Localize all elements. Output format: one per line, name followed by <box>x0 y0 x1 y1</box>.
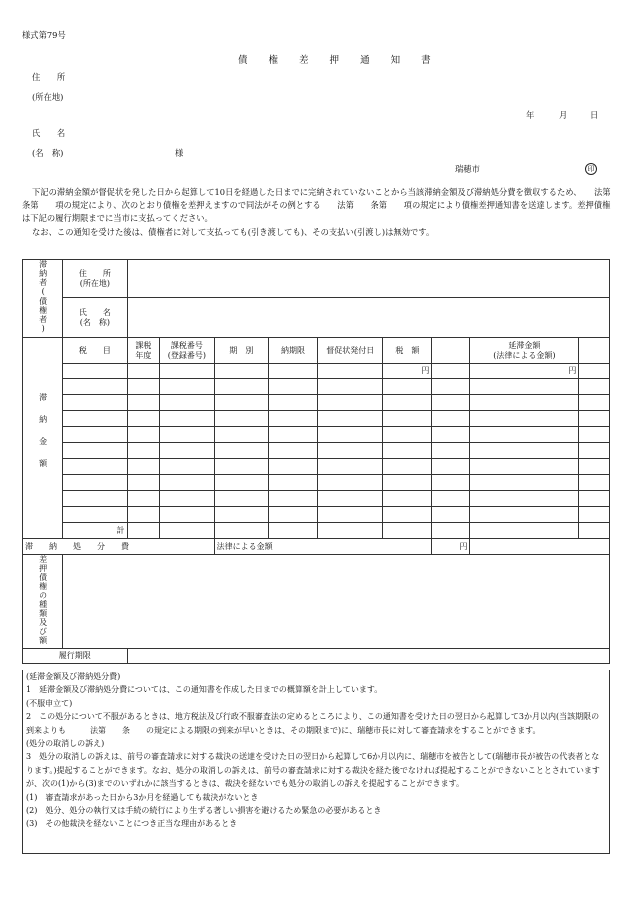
note-item-1: 1 延滞金額及び滞納処分費については、この通知書を作成した日までの概算額を計上しています。 <box>26 685 383 695</box>
date-year: 年 <box>526 110 535 120</box>
form-number: 様式第79号 <box>22 30 66 40</box>
late-yen-unit: 円 <box>470 364 579 379</box>
processing-fee-legal: 法律による金額 <box>214 539 432 555</box>
intro-paragraph: 下記の滞納金額が督促状を発した日から起算して10日を経過した日までに完納されていないことから当該滞納金額及び滞納処分費を徴収するため、 法第 条第 項の規定により、次のとおり債権を差押えますので同法がその例とする 法第 条第 項の規定により債権差押通知書を送達します。差押債権は下記の履行期限までに当市に支払ってください。 <box>22 187 628 223</box>
table-location-label: (所在地) <box>79 278 111 288</box>
address-value <box>127 260 609 298</box>
issuer-name: 瑞穂市 <box>455 164 480 174</box>
col-tax-number-line2: (登録番号) <box>167 350 207 360</box>
seized-claim-label-cell <box>23 555 63 649</box>
total-label: 計 <box>63 523 127 539</box>
processing-fee-yen: 円 <box>432 539 470 555</box>
entity-label: (名 称) <box>32 148 64 158</box>
note-heading-late: (延滞金額及び滞納処分費) <box>26 672 121 681</box>
table-entity-label: (名 称) <box>79 317 111 327</box>
note-sub-3: (3) その他裁決を経ないことにつき正当な理由があるとき <box>26 819 238 829</box>
col-period: 期 別 <box>214 338 268 364</box>
col-tax-year-line2: 年度 <box>135 350 152 360</box>
table-address-label: 住 所 <box>78 268 111 278</box>
note-item-3: 3 処分の取消しの訴えは、前号の審査請求に対する裁決の送達を受けた日の翌日から起算して6か月以内に、瑞穂市を被告として(瑞穂市長が被告の代表者となります。)提起することができます。なお、処分の取消しの訴えは、前号の審査請求に対する裁決を経た後でなければ提起することができないこととされていますが、次の(1)から(3)までのいずれかに該当するときは、裁決を経ないでも処分の取消しの訴えを提起することができます。 <box>26 752 600 789</box>
col-tax-year <box>127 338 160 364</box>
address-label: 住 所 <box>32 72 66 82</box>
col-reminder-date: 督促状発付日 <box>318 338 383 364</box>
seized-claim-value <box>63 555 610 649</box>
document-title: 債 権 差 押 通 知 書 <box>238 55 440 66</box>
honorific: 様 <box>175 148 184 158</box>
arrears-label: 滞納金額 <box>38 392 48 481</box>
arrears-label-cell <box>23 338 63 539</box>
taxpayer-label: 滞納者(債権者) <box>38 260 48 334</box>
name-value <box>127 298 609 338</box>
deadline-value <box>127 649 609 664</box>
seal-mark: 印 <box>585 163 597 175</box>
taxpayer-label-cell <box>23 260 63 338</box>
date-month: 月 <box>559 110 568 120</box>
date-day: 日 <box>590 110 599 120</box>
location-label: (所在地) <box>32 92 64 102</box>
deadline-label: 履行期限 <box>23 649 128 664</box>
col-tax-amount: 税 額 <box>383 338 432 364</box>
col-tax-year-line1: 課税 <box>135 340 152 350</box>
col-tax-number <box>160 338 214 364</box>
col-late-fee-line1: 延滞金額 <box>508 340 541 350</box>
name-label-cell <box>63 298 127 338</box>
note-sub-2: (2) 処分、処分の執行又は手続の続行により生ずる著しい損害を避けるため緊急の必要があるとき <box>26 806 382 816</box>
amount-yen-unit: 円 <box>383 364 432 379</box>
note-heading-appeal: (不服申立て) <box>26 698 73 708</box>
note-sub-1: (1) 審査請求があった日から3か月を経過しても裁決がないとき <box>26 792 259 802</box>
arrears-table <box>22 259 610 664</box>
intro-notice: なお、この通知を受けた後は、債権者に対して支払っても(引き渡しても)、その支払い(引渡し)は無効です。 <box>32 227 435 237</box>
col-late-fee-line2: (法律による金額) <box>493 350 556 360</box>
col-late-fee <box>470 338 579 364</box>
note-item-2: 2 この処分について不服があるときは、地方税法及び行政不服審査法の定めるところにより、この通知書を受けた日の翌日から起算して3か月以内(当該期限の到来よりも 法第 条 の規定による期限の到来が早いときは、その期限まで)に、瑞穂市長に対して審査請求をすることができます。 <box>26 712 600 735</box>
addr-label-cell <box>63 260 127 298</box>
table-name-label: 氏 名 <box>78 307 111 317</box>
col-tax-number-line1: 課税番号 <box>170 340 203 350</box>
seized-claim-label: 差押債権の種類及び額 <box>38 555 48 645</box>
processing-fee-label: 滞 納 処 分 費 <box>23 539 215 555</box>
col-due-date: 納期限 <box>269 338 318 364</box>
col-tax-item: 税 目 <box>63 338 127 364</box>
name-label: 氏 名 <box>32 128 66 138</box>
note-heading-suit: (処分の取消しの訴え) <box>26 739 105 749</box>
notes-box <box>22 670 610 854</box>
